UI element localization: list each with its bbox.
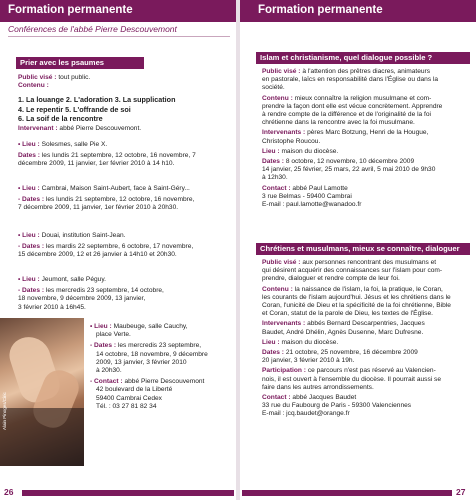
contenu-label: Contenu : [262,285,293,293]
dates-line: les mercredis 23 septembre, 14 octobre, [45,287,164,295]
page-number-left: 26 [4,487,14,497]
text-line: E-mail : paul.lamotte@wanadoo.fr [262,201,362,209]
text-line: nois, il est ouvert à l'ensemble du diocèse. Il pourrait aussi se [262,375,442,383]
dates-label: Dates : [22,196,45,204]
dates-line: à 20h30. [96,367,122,375]
text-line: aux personnes rencontrant des musulmans et [302,259,437,266]
text-line: et Coran, statut de la parole de Dieu, les textes de l'Église. [262,310,433,318]
text-line: mieux connaître la religion musulmane et com- [294,94,432,102]
text-line: prendre, dialoguer et rendre compte de leur foi. [262,275,400,283]
text-line: abbés Bernard Descarpentries, Jacques [307,320,425,328]
text-line: Coran, l'unicité de Dieu et la spécificité de la foi chrétienne, Bible [262,302,451,310]
contenu-label: Contenu : [262,94,293,102]
psaumes-item: 4. Le repentir 5. L'offrande de soi [18,104,131,114]
text-line: abbé Paul Lamotte [292,184,348,192]
lieu-label: Lieu : [22,232,40,239]
dates-line: les mardis 22 septembre, 6 octobre, 17 novembre, [45,243,194,251]
psaumes-intervenant [18,125,232,133]
left-subtitle: Conférences de l'abbé Pierre Descouvemont [8,24,177,34]
lieu-label: Lieu : [22,185,40,192]
text-line: 3 rue Belmas - 59400 Cambrai [262,192,352,200]
dates-label: Dates : [18,152,40,160]
text-line: ce parcours n'est pas réservé au Valencien- [307,367,436,375]
text-line: en pastorale, laïcs en responsabilité dans l'Église ou dans la [262,76,439,84]
text-line: maison du diocèse. [281,147,339,155]
contact-line: Tél. : 03 27 81 82 34 [96,402,157,410]
dates-label: Dates : [262,349,284,357]
public-value: tout public. [56,74,91,81]
text-line: société. [262,84,285,92]
psaumes-item: 1. La louange 2. L'adoration 3. La supplication [18,95,176,104]
dates-line: les lundis 21 septembre, 12 octobre, 16 novembre, 7 [41,152,196,160]
contact-label: Contact : [262,184,291,192]
left-page [0,0,236,500]
lieu-value: Cambrai, Maison Saint-Aubert, face à Saint-Géry... [41,185,190,192]
text-line: faire dans les autres arrondissements. [262,383,374,391]
lieu-label: Lieu : [22,141,40,148]
text-line: qui désirent acquérir des connaissances sur l'islam pour com- [262,267,443,275]
lieu-block-douai: • Lieu : Douai, institution Saint-Jean. - Dates : les mardis 22 septembre, 6 octobre, 17 novembre, 15 décembre 2009, 12 et 26 janvier à 14h10 et 20h30. [18,232,234,260]
photo-credit: Alain Pinoges/Ciric [2,392,7,430]
chretiens-details [262,259,474,419]
section-title-psaumes: Prier avec les psaumes [16,57,144,69]
lieu-value: Maubeuge, salle Cauchy, [113,323,188,330]
text-line: la naissance de l'islam, la foi, la pratique, le Coran, [294,285,443,293]
psaumes-public [18,74,232,90]
text-line: chrétienne dans la rencontre avec la foi musulmane. [262,119,415,127]
text-line: 14 janvier, 25 février, 25 mars, 22 avril, 5 mai 2010 de 9h30 [262,166,436,174]
text-line: les courants de l'islam aujourd'hui. Jésus et les chrétiens dans le [262,293,451,301]
dates-line: décembre 2009, 11 janvier, 1er février 2010 à 14 h10. [18,160,175,168]
psaumes-item: 6. La soif de la rencontre [18,114,103,123]
text-line: maison du diocèse. [281,338,339,346]
lieu-block-solesmes: • Lieu : Solesmes, salle Pie X. Dates : les lundis 21 septembre, 12 octobre, 16 novembre, 7 décembre 2009, 11 janvier, 1er février 2010 à 14 h10. [18,141,234,169]
intervenant-label: Intervenant : [18,125,58,132]
text-line: 8 octobre, 12 novembre, 10 décembre 2009 [285,158,415,166]
text-line: E-mail : jcq.baudet@orange.fr [262,410,350,418]
dates-line: 3 février 2010 à 16h45. [18,303,86,311]
intervenants-label: Intervenants : [262,320,306,328]
dates-line: 15 décembre 2009, 12 et 26 janvier à 14h10 et 20h30. [18,251,177,259]
public-label: Public visé : [262,259,301,266]
left-header-title: Formation permanente [8,4,133,16]
contenu-label: Contenu : [18,82,49,90]
dates-line: les mercredis 23 septembre, [117,342,202,350]
text-line: Christophe Roucou. [262,137,321,145]
dates-label: Dates : [262,158,284,166]
lieu-value: Douai, institution Saint-Jean. [41,232,126,239]
text-line: 33 rue du Faubourg de Paris - 59300 Valenciennes [262,402,412,410]
lieu-label: Lieu : [94,323,112,330]
page-number-right: 27 [456,487,466,497]
lieu-value: place Verte. [96,331,131,339]
intervenant-value: abbé Pierre Descouvemont. [57,125,142,132]
text-line: pères Marc Botzung, Henri de la Hougue, [307,129,429,137]
public-label: Public visé : [262,68,301,75]
dates-label: Dates : [94,342,117,350]
text-line: abbé Jacques Baudet [292,394,357,402]
text-line: à rendre compte de la différence et de l'originalité de la foi [262,111,432,119]
lieu-label: Lieu : [262,338,280,346]
contact-line: 59400 Cambrai Cedex [96,394,162,402]
text-line: 20 janvier, 3 février 2010 à 19h. [262,357,355,365]
footer-bar-left [22,490,234,496]
right-header-title: Formation permanente [258,4,383,16]
dates-line: 18 novembre, 9 décembre 2009, 13 janvier, [18,295,146,303]
participation-label: Participation : [262,367,306,375]
psaumes-items [18,95,232,124]
intervenants-label: Intervenants : [262,129,306,137]
lieu-block-maubeuge: • Lieu : Maubeuge, salle Cauchy, place Verte. - Dates : les mercredis 23 septembre, 14 octobre, 18 novembre, 9 décembre 2009, 13 janvier, 3 février 2010 à 20h30. - Contact : abbé Pierre Descouvemont 42 boulevard de la Liberté 59400 Cambrai Cedex Tél. : 03 27 81 82 34 [90,323,234,411]
section-title-islam: Islam et christianisme, quel dialogue possible ? [256,52,470,64]
lieu-block-cambrai: • Lieu : Cambrai, Maison Saint-Aubert, face à Saint-Géry... - Dates : les lundis 21 septembre, 12 octobre, 16 novembre, 7 décembre 2009, 11 janvier, 1er février 2010 à 20h30. [18,185,234,213]
lieu-label: Lieu : [22,276,40,283]
text-line: à 12h30. [262,174,288,182]
dates-label: Dates : [22,243,45,251]
public-label: Public visé : [18,74,57,81]
lieu-value: Jeumont, salle Péguy. [41,276,106,283]
text-line: Baudet, André Dhélin, Agnès Dusenne, Marc Dufresne. [262,328,424,336]
subtitle-divider [8,36,230,37]
islam-details [262,68,474,209]
text-line: prendre la façon dont elle est vécue concrètement. Apprendre [262,102,443,110]
praying-hands-photo [0,318,84,466]
section-title-chretiens: Chrétiens et musulmans, mieux se connaître, dialoguer [256,243,470,255]
footer-bar-right [242,490,452,496]
right-page [240,0,476,500]
dates-line: 7 décembre 2009, 11 janvier, 1er février 2010 à 20h30. [18,204,179,212]
lieu-value: Solesmes, salle Pie X. [41,141,108,148]
lieu-label: Lieu : [262,147,280,155]
dates-line: les lundis 21 septembre, 12 octobre, 16 novembre, [45,196,195,204]
contact-line: 42 boulevard de la Liberté [96,386,173,394]
dates-label: Dates : [22,287,45,295]
text-line: 21 octobre, 25 novembre, 16 décembre 2009 [285,349,418,357]
dates-line: 14 octobre, 18 novembre, 9 décembre [96,350,208,358]
lieu-block-jeumont: • Lieu : Jeumont, salle Péguy. - Dates : les mercredis 23 septembre, 14 octobre, 18 novembre, 9 décembre 2009, 13 janvier, 3 février 2010 à 16h45. [18,276,234,312]
dates-line: 2009, 13 janvier, 3 février 2010 [96,358,187,366]
text-line: à l'attention des prêtres diacres, animateurs [302,68,431,75]
contact-label: Contact : [262,394,291,402]
contact-line: abbé Pierre Descouvemont [124,378,205,386]
contact-label: Contact : [94,378,123,386]
